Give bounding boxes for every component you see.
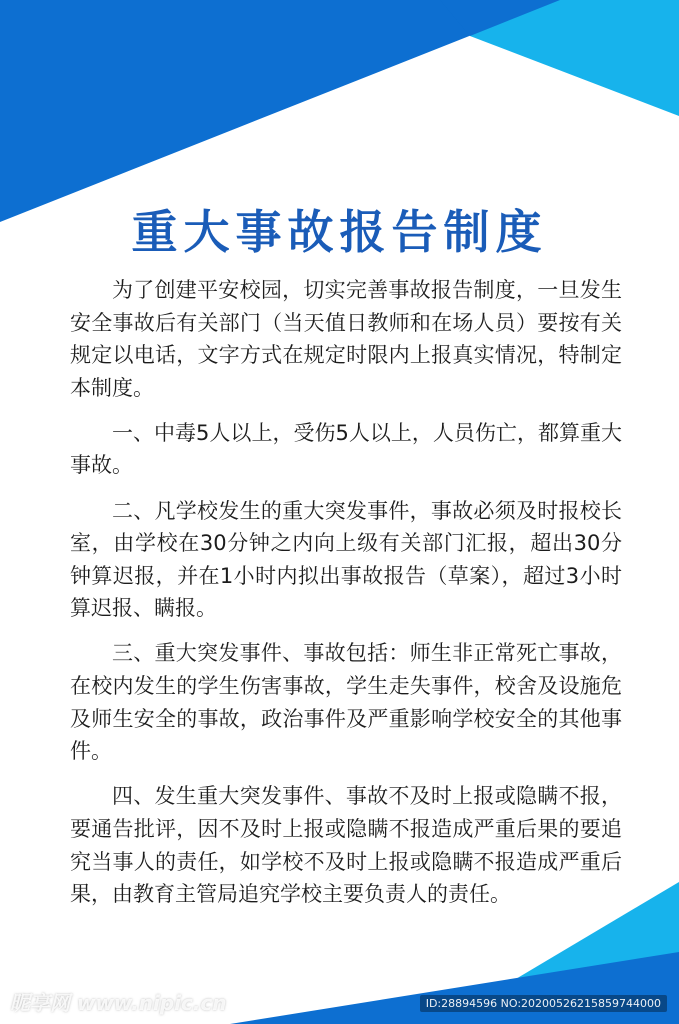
- rule-4-paragraph: 四、发生重大突发事件、事故不及时上报或隐瞒不报，要通告批评，因不及时上报或隐瞒不报造成严重后果的要追究当事人的责任，如学校不及时上报或隐瞒不报造成严重后果，由教育主管局追究学校主要负责人的责任。: [70, 784, 622, 907]
- rule-2-paragraph: 二、凡学校发生的重大突发事件，事故必须及时报校长室，由学校在30分钟之内向上级有关部门汇报，超出30分钟算迟报，并在1小时内拟出事故报告（草案），超过3小时算迟报、瞒报。: [70, 498, 622, 621]
- intro-paragraph: 为了创建平安校园，切实完善事故报告制度，一旦发生安全事故后有关部门（当天值日教师和在场人员）要按有关规定以电话，文字方式在规定时限内上报真实情况，特制定本制度。: [70, 278, 622, 400]
- image-id-watermark: ID:28894596 NO:20200526215859744000: [420, 995, 667, 1012]
- rule-3-paragraph: 三、重大突发事件、事故包括：师生非正常死亡事故，在校内发生的学生伤害事故，学生走失事件，校舍及设施危及师生安全的事故，政治事件及严重影响学校安全的其他事件。: [70, 641, 622, 764]
- rule-1-paragraph: 一、中毒5人以上，受伤5人以上，人员伤亡，都算重大事故。: [70, 420, 622, 478]
- document-body: [70, 274, 622, 923]
- site-watermark: 昵享网 www.nipic.cn: [10, 991, 227, 1015]
- document-title: 重大事故报告制度: [131, 205, 548, 259]
